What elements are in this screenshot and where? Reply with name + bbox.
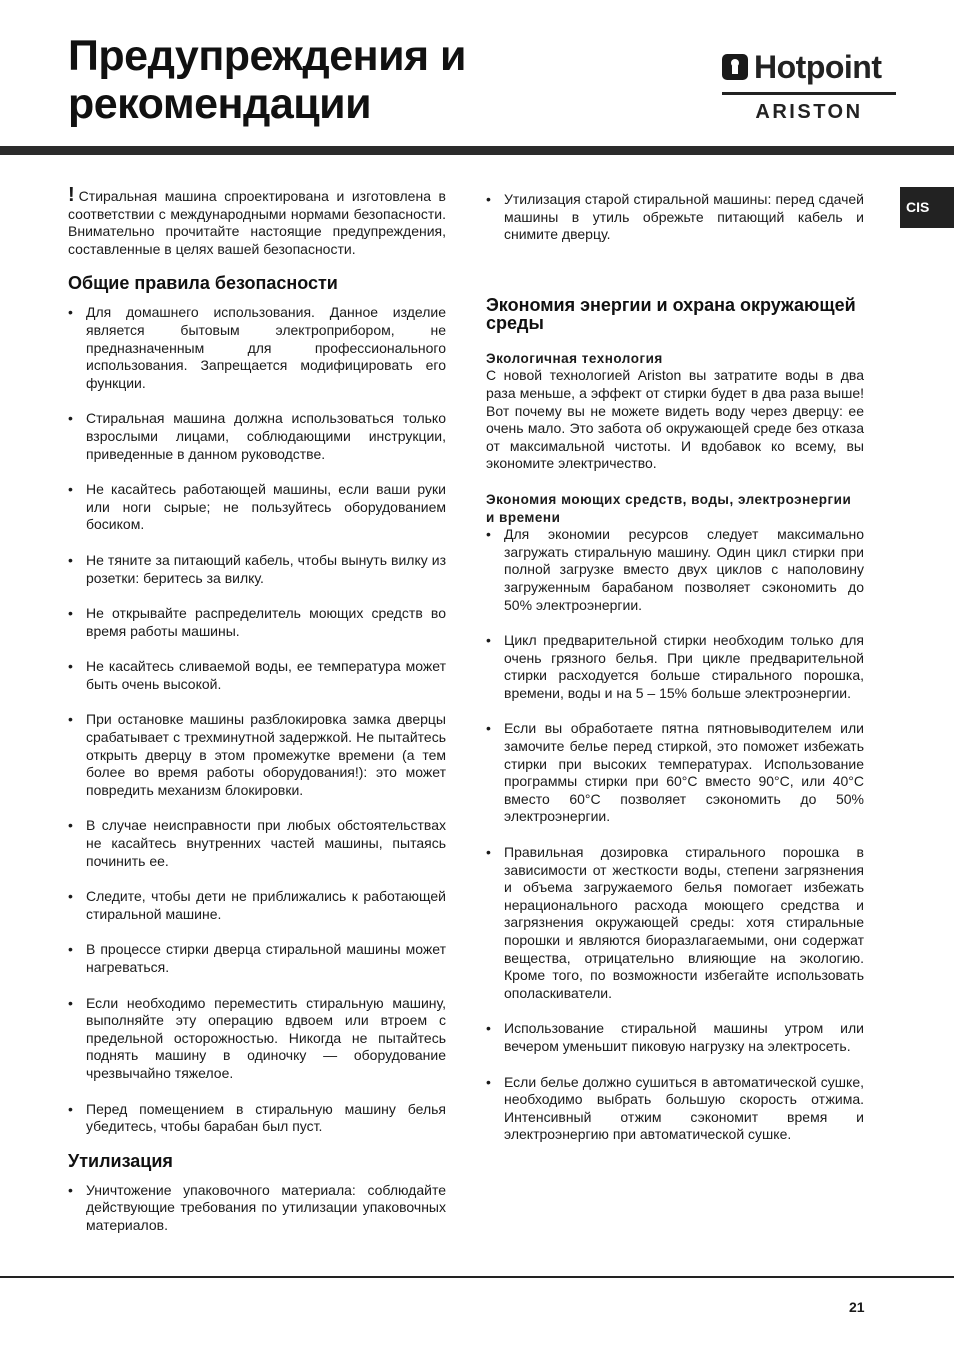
header-divider (0, 146, 954, 155)
left-column (68, 184, 446, 1235)
list-item: • Следите, чтобы дети не приближались к работающей стиральной машине. (68, 888, 446, 923)
logo-divider (722, 92, 896, 95)
brand-subname: ARISTON (755, 101, 863, 123)
page-title: Предупреждения и рекомендации (68, 32, 466, 128)
brand-name: Hotpoint (754, 49, 882, 85)
savings-list (486, 526, 864, 1144)
list-item: • В случае неисправности при любых обстоятельствах не касайтесь внутренних частей машины, пытаясь починить ее. (68, 817, 446, 870)
disposal-list (68, 1182, 446, 1235)
list-item: • Уничтожение упаковочного материала: соблюдайте действующие требования по утилизации упаковочных материалов. (68, 1182, 446, 1235)
list-item: • Для экономии ресурсов следует максимально загружать стиральную машину. Один цикл стирки при полной загрузке вместо двух циклов с наполовину загруженным барабаном позволяет сэкономить до 50% электроэнергии. (486, 526, 864, 614)
brand-logo (722, 50, 896, 124)
right-column (486, 191, 864, 1144)
list-item: • Не касайтесь работающей машины, если ваши руки или ноги сырые; не пользуйтесь оборудованием босиком. (68, 481, 446, 534)
energy-heading: Экономия энергии и охрана окружающей среды (486, 294, 856, 333)
list-item: • В процессе стирки дверца стиральной машины может нагреваться. (68, 941, 446, 976)
list-item: • Если необходимо переместить стиральную машину, выполняйте эту операцию вдвоем или втроем с предельной осторожностью. Никогда не пытайтесь поднять машину в одиночку — оборудование чрезвычайно тяжелое. (68, 995, 446, 1083)
list-item: • Для домашнего использования. Данное изделие является бытовым электроприбором, не предназначенным для профессионального использования. Запрещается модифицировать его функции. (68, 304, 446, 392)
disposal-heading: Утилизация (68, 1150, 173, 1171)
list-item: • Если вы обработаете пятна пятновыводителем или замочите белье перед стиркой, это поможет избежать стирки при высоких температурах. Использование программы стирки при 60°C вместо 90°C, или 40°C вместо 60°C позволяет сэкономить до 50% электроэнергии. (486, 720, 864, 826)
intro-paragraph (68, 184, 446, 258)
list-item: • Если белье должно сушиться в автоматической сушке, необходимо выбрать большую скорость отжима. Интенсивный отжим сэкономит время и электроэнергию при автоматической сушке. (486, 1074, 864, 1144)
footer-divider (0, 1276, 954, 1278)
list-item: • Не открывайте распределитель моющих средств во время работы машины. (68, 605, 446, 640)
savings-subheading: Экономия моющих средств, воды, электроэнергии и времени (486, 491, 852, 525)
list-item: • Перед помещением в стиральную машину белья убедитесь, чтобы барабан был пуст. (68, 1101, 446, 1136)
list-item: • Использование стиральной машины утром или вечером уменьшит пиковую нагрузку на электросеть. (486, 1020, 864, 1055)
list-item: • Утилизация старой стиральной машины: перед сдачей машины в утиль обрежьте питающий кабель и снимите дверцу. (486, 191, 864, 244)
safety-list (68, 304, 446, 1135)
eco-subheading: Экологичная технология (486, 350, 663, 366)
disposal-list-continued (486, 191, 864, 244)
list-item: • Цикл предварительной стирки необходим только для очень грязного белья. При цикле предварительной стирки расходуется больше стирального порошка, времени, воды и на 5 – 15% больше электроэнергии. (486, 632, 864, 702)
hotpoint-logo-icon (722, 54, 748, 80)
list-item: • Не касайтесь сливаемой воды, ее температура может быть очень высокой. (68, 658, 446, 693)
warning-icon: ! (68, 184, 75, 206)
intro-text: Стиральная машина спроектирована и изготовлена в соответствии с международными нормами безопасности. Внимательно прочитайте настоящие предупреждения, составленные в целях вашей безопасности. (68, 188, 446, 257)
list-item: • Стиральная машина должна использоваться только взрослыми лицами, соблюдающими инструкции, приведенные в данном руководстве. (68, 410, 446, 463)
list-item: • Правильная дозировка стирального порошка в зависимости от жесткости воды, степени загрязнения и объема загружаемого белья помогает избежать нерационального расхода моющего средства и загрязнения окружающей среды: хотя стиральные порошки и являются биоразлагаемыми, они содержат вещества, отрицательно влияющие на экологию. Кроме того, по возможности избегайте использовать ополаскиватели. (486, 844, 864, 1002)
list-item: • Не тяните за питающий кабель, чтобы вынуть вилку из розетки: беритесь за вилку. (68, 552, 446, 587)
region-tab: CIS (900, 187, 954, 228)
safety-heading: Общие правила безопасности (68, 273, 338, 294)
eco-paragraph: С новой технологией Ariston вы затратите воды в два раза меньше, а эффект от стирки будет в два раза выше! Вот почему вы не можете видеть воду через дверцу: ее очень мало. Это забота об окружающей среде без отказа от максимальной чистоты. И вдобавок ко всему, вы экономите электричество. (486, 367, 864, 472)
list-item: • При остановке машины разблокировка замка дверцы срабатывает с трехминутной задержкой. Не пытайтесь открыть дверцу в этом промежутке времени (а тем более во время работы оборудования!): это может повредить механизм блокировки. (68, 711, 446, 799)
page-number: 21 (849, 1299, 865, 1315)
